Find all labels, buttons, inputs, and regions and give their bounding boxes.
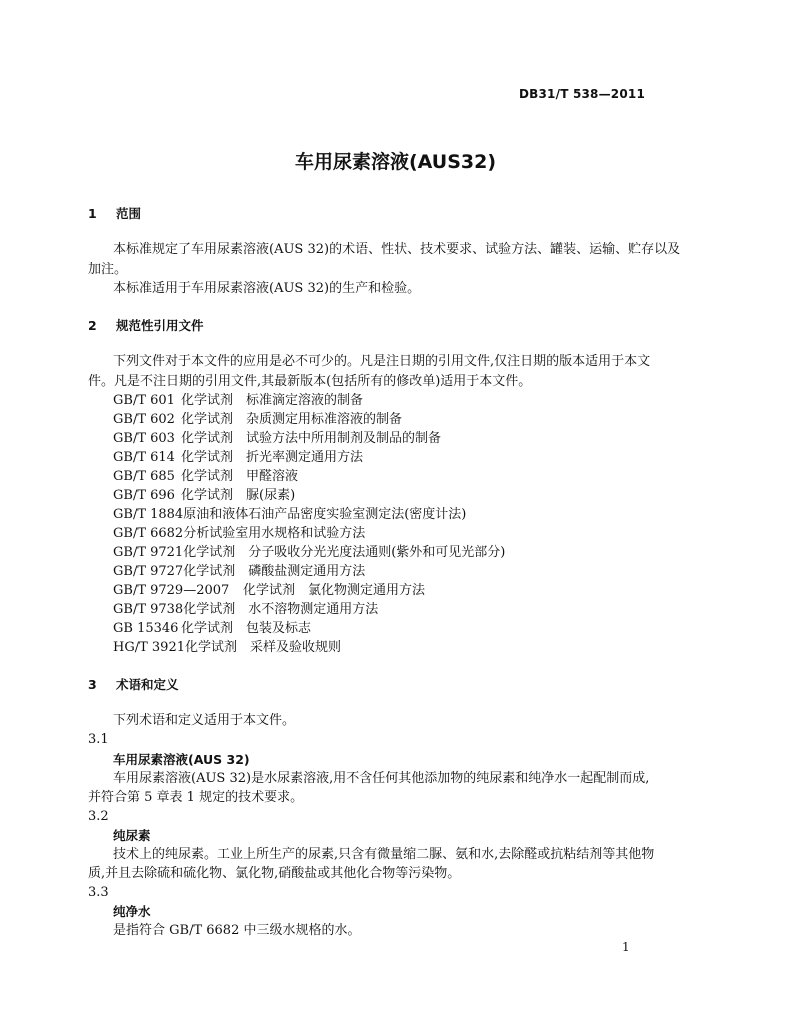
section-1-title: 范围 (116, 206, 142, 221)
reference-item (113, 412, 402, 428)
reference-item (113, 431, 441, 447)
reference-title: 化学试剂 标准滴定溶液的制备 (181, 393, 364, 408)
reference-code: GB/T 603 (113, 431, 175, 446)
reference-code: GB/T 1884 (113, 507, 184, 522)
reference-code: GB/T 6682 (113, 526, 184, 541)
reference-item (113, 488, 295, 504)
section-1-number: 1 (88, 206, 97, 221)
section-2-heading (88, 318, 204, 334)
reference-code: GB/T 601 (113, 393, 175, 408)
section-1-paragraph-2: 本标准适用于车用尿素溶液(AUS 32)的生产和检验。 (113, 281, 421, 296)
reference-item (113, 564, 365, 580)
term-definition-cont: 质,并且去除硫和硫化物、氯化物,硝酸盐或其他化合物等污染物。 (88, 866, 461, 881)
section-3-title: 术语和定义 (116, 677, 179, 692)
section-1-paragraph-1-cont: 加注。 (88, 262, 128, 277)
term-number: 3.3 (88, 885, 109, 900)
reference-title: 化学试剂 甲醛溶液 (181, 469, 299, 484)
section-3-intro: 下列术语和定义适用于本文件。 (113, 713, 296, 728)
term-definition-cont: 并符合第 5 章表 1 规定的技术要求。 (88, 790, 304, 805)
standard-code: DB31/T 538—2011 (519, 87, 645, 101)
section-2-title: 规范性引用文件 (116, 318, 204, 333)
section-3-number: 3 (88, 677, 97, 692)
section-1-paragraph-1: 本标准规定了车用尿素溶液(AUS 32)的术语、性状、技术要求、试验方法、罐装、运输、贮存以及 (113, 242, 681, 257)
reference-item (113, 507, 466, 523)
term-definition: 是指符合 GB/T 6682 中三级水规格的水。 (113, 923, 361, 938)
term-name: 纯净水 (113, 904, 151, 919)
reference-title: 化学试剂 脲(尿素) (181, 488, 296, 503)
term-number: 3.1 (88, 732, 109, 747)
reference-title: 化学试剂 试验方法中所用制剂及制品的制备 (181, 431, 442, 446)
term-number: 3.2 (88, 809, 109, 824)
section-2-intro: 下列文件对于本文件的应用是必不可少的。凡是注日期的引用文件,仅注日期的版本适用于本文 (113, 354, 651, 369)
reference-code: GB/T 9729—2007 (113, 583, 230, 598)
reference-item (113, 545, 505, 561)
reference-title: 化学试剂 折光率测定通用方法 (181, 450, 364, 465)
reference-code: GB/T 9721 (113, 545, 184, 560)
term-definition: 车用尿素溶液(AUS 32)是水尿素溶液,用不含任何其他添加物的纯尿素和纯净水一起配制而成, (113, 771, 650, 786)
reference-title: 原油和液体石油产品密度实验室测定法(密度计法) (183, 507, 467, 522)
reference-title: 化学试剂 水不溶物测定通用方法 (183, 602, 379, 617)
reference-item (113, 450, 363, 466)
section-1-heading (88, 206, 141, 222)
term-name: 车用尿素溶液(AUS 32) (113, 752, 250, 767)
reference-code: HG/T 3921 (113, 640, 185, 655)
reference-code: GB/T 9738 (113, 602, 184, 617)
reference-code: GB/T 602 (113, 412, 175, 427)
reference-code: GB/T 685 (113, 469, 175, 484)
reference-title: 化学试剂 氯化物测定通用方法 (243, 583, 426, 598)
reference-item (113, 602, 378, 618)
page-number: 1 (622, 940, 630, 954)
reference-title: 化学试剂 分子吸收分光光度法通则(紫外和可见光部分) (183, 545, 506, 560)
term-name: 纯尿素 (113, 828, 151, 843)
reference-title: 分析试验室用水规格和试验方法 (183, 526, 366, 541)
reference-item (113, 469, 298, 485)
term-definition: 技术上的纯尿素。工业上所生产的尿素,只含有微量缩二脲、氨和水,去除醛或抗粘结剂等其他物 (113, 847, 655, 862)
reference-code: GB/T 9727 (113, 564, 184, 579)
section-2-number: 2 (88, 318, 97, 333)
reference-code: GB/T 696 (113, 488, 175, 503)
document-title: 车用尿素溶液(AUS32) (294, 151, 497, 173)
reference-code: GB/T 614 (113, 450, 175, 465)
reference-title: 化学试剂 磷酸盐测定通用方法 (183, 564, 366, 579)
reference-item (113, 621, 311, 637)
section-3-heading (88, 677, 179, 693)
reference-item (113, 393, 363, 409)
reference-title: 化学试剂 包装及标志 (181, 621, 312, 636)
reference-title: 化学试剂 采样及验收规则 (185, 640, 342, 655)
reference-code: GB 15346 (113, 621, 179, 636)
reference-title: 化学试剂 杂质测定用标准溶液的制备 (181, 412, 403, 427)
reference-item (113, 640, 341, 656)
section-2-intro-cont: 件。凡是不注日期的引用文件,其最新版本(包括所有的修改单)适用于本文件。 (88, 374, 532, 389)
reference-item (113, 526, 365, 542)
reference-item (113, 583, 425, 599)
